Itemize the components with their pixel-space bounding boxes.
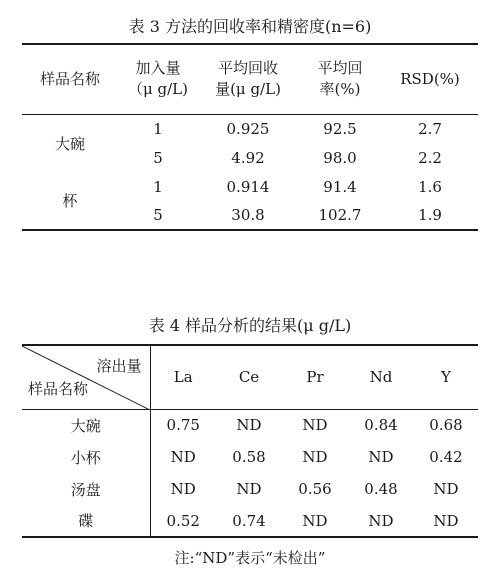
- added-header-line1: 加入量: [135, 59, 181, 78]
- value-cell: ND: [236, 416, 262, 435]
- table-row: [22, 505, 478, 537]
- value-cell: ND: [302, 448, 328, 466]
- value-cell: ND: [414, 505, 478, 537]
- rsd-cell: 1.9: [382, 201, 478, 230]
- recovery-rate-cell: 98.0: [323, 148, 357, 167]
- value-cell: 0.84: [364, 416, 398, 435]
- corner-label-leach-amount: 溶出量: [96, 357, 142, 375]
- average-recovered-cell: 0.925: [226, 119, 270, 138]
- average-header-line1: 平均回收: [217, 59, 278, 78]
- value-cell: 0.42: [429, 448, 463, 466]
- sample-name-cell: 碟: [22, 505, 150, 537]
- sample-name-cell: 小杯: [22, 441, 150, 473]
- recovery-rate-cell: 102.7: [298, 201, 382, 230]
- table3-caption: 表 3 方法的回收率和精密度(n=6): [128, 17, 372, 36]
- sample-name-cell: 杯: [22, 172, 118, 230]
- col-header-ce: Ce: [216, 345, 282, 409]
- table4-header-row: [22, 345, 478, 409]
- value-cell: ND: [170, 448, 196, 466]
- added-header-line2: （μ g/L): [128, 80, 188, 99]
- added-cell: 1: [153, 177, 163, 196]
- col-header-added-amount: [118, 44, 198, 114]
- value-cell: 0.52: [150, 505, 216, 537]
- rsd-cell: 2.2: [418, 148, 442, 167]
- rate-header-line2: 率(%): [319, 80, 361, 99]
- value-cell: 0.56: [298, 480, 332, 498]
- value-cell: 0.68: [429, 416, 463, 435]
- value-cell: 0.48: [364, 480, 398, 498]
- col-header-sample-name: 样品名称: [22, 44, 118, 114]
- value-cell: ND: [348, 505, 414, 537]
- value-cell: ND: [302, 416, 328, 435]
- recovery-rate-cell: 92.5: [323, 119, 357, 138]
- col-header-la: La: [150, 345, 216, 409]
- recovery-rate-cell: 91.4: [323, 177, 357, 196]
- added-cell: 5: [118, 201, 198, 230]
- table3-header-row: [22, 44, 478, 114]
- table-row: [22, 473, 478, 505]
- table-row: [22, 409, 478, 441]
- average-header-line2: 量(μ g/L): [215, 80, 281, 99]
- value-cell: 0.75: [166, 416, 200, 435]
- col-header-y: Y: [414, 345, 478, 409]
- table-row: [22, 114, 478, 143]
- table-row: [22, 441, 478, 473]
- table-row: [22, 172, 478, 201]
- value-cell: ND: [170, 480, 196, 498]
- col-header-recovery-rate: [298, 44, 382, 114]
- table4-caption: 表 4 样品分析的结果(μ g/L): [148, 316, 352, 335]
- corner-label-sample-name: 样品名称: [28, 379, 89, 398]
- rate-header-line1: 平均回: [317, 59, 363, 78]
- col-header-pr: Pr: [282, 345, 348, 409]
- average-recovered-cell: 0.914: [226, 177, 270, 196]
- value-cell: 0.58: [232, 448, 266, 466]
- added-cell: 1: [153, 119, 163, 138]
- value-cell: 0.74: [216, 505, 282, 537]
- value-cell: ND: [282, 505, 348, 537]
- sample-analysis-table: [22, 344, 478, 538]
- sample-name-cell: 汤盘: [22, 473, 150, 505]
- value-cell: ND: [368, 448, 394, 466]
- rsd-cell: 2.7: [418, 119, 442, 138]
- col-header-rsd: RSD(%): [382, 44, 478, 114]
- diagonal-header-cell: [22, 345, 150, 409]
- col-header-average-recovered: [198, 44, 298, 114]
- sample-name-cell: 大碗: [22, 409, 150, 441]
- table-note: 注:“ND”表示“未检出”: [174, 549, 326, 567]
- average-recovered-cell: 30.8: [198, 201, 298, 230]
- recovery-precision-table: [22, 43, 478, 231]
- sample-name-cell: 大碗: [54, 134, 85, 153]
- value-cell: ND: [433, 480, 459, 498]
- rsd-cell: 1.6: [418, 177, 442, 196]
- average-recovered-cell: 4.92: [231, 148, 265, 167]
- added-cell: 5: [153, 148, 163, 167]
- value-cell: ND: [236, 480, 262, 498]
- col-header-nd: Nd: [348, 345, 414, 409]
